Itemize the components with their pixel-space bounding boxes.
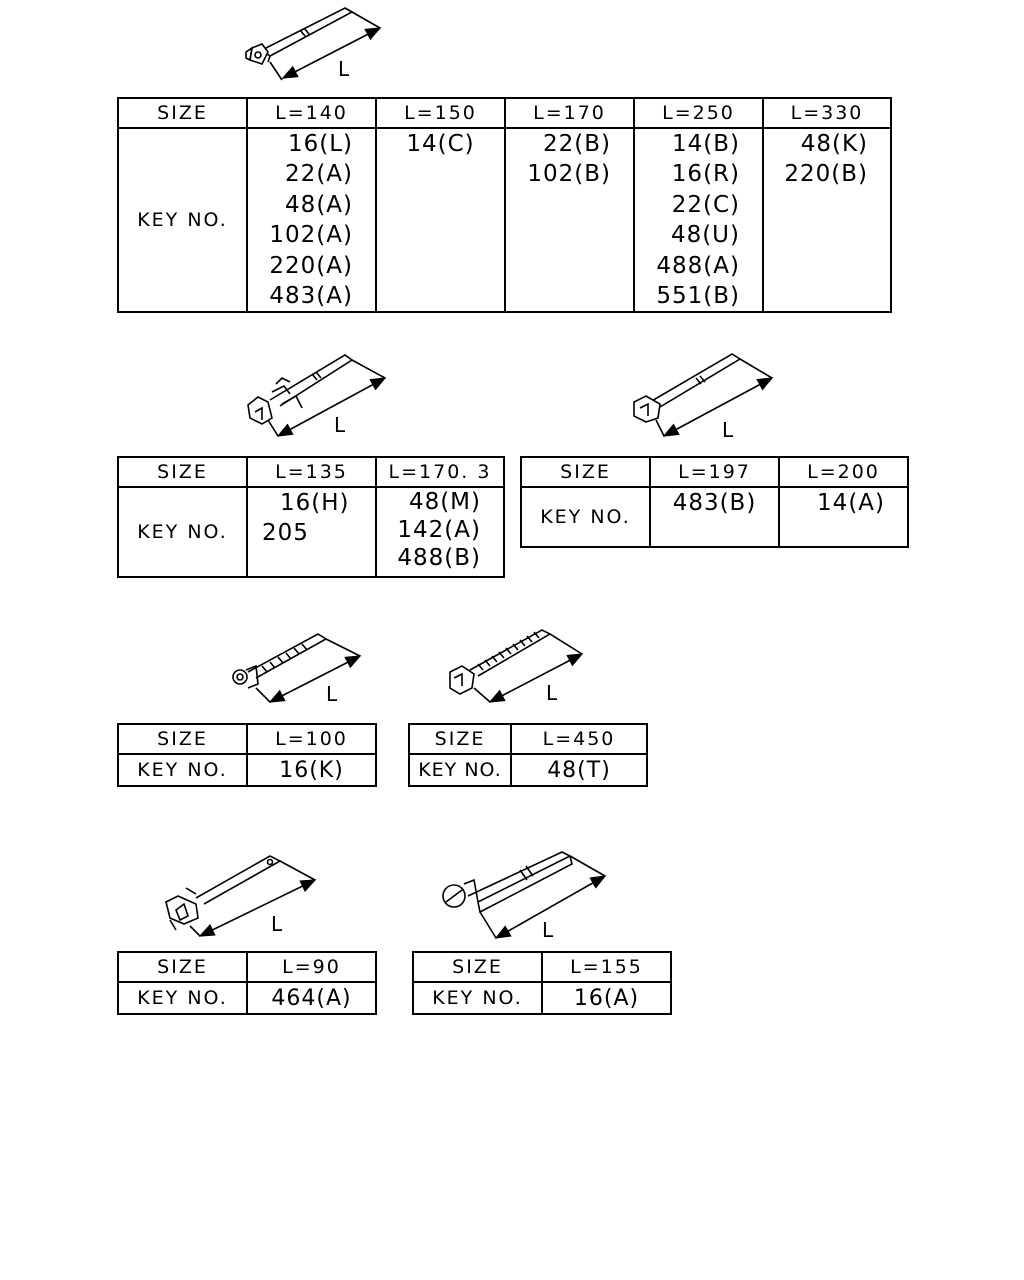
key-no-value: 205 bbox=[262, 520, 309, 547]
key-no-label: KEY NO. bbox=[409, 754, 511, 786]
size-value: L=140 bbox=[247, 98, 376, 128]
key-no-label: KEY NO. bbox=[413, 982, 542, 1014]
dimension-label: L bbox=[334, 413, 346, 437]
size-table-4 bbox=[117, 723, 377, 787]
cable-tie-figure-2 bbox=[248, 355, 385, 437]
key-no-label: KEY NO. bbox=[521, 487, 650, 547]
key-no-value: 16(A) bbox=[542, 982, 671, 1014]
size-header: SIZE bbox=[118, 952, 247, 982]
key-no-value: 48(T) bbox=[511, 754, 647, 786]
key-no-cell bbox=[505, 128, 634, 312]
key-no-value: 48(U) bbox=[670, 222, 740, 249]
table-row bbox=[118, 487, 504, 577]
size-header: SIZE bbox=[409, 724, 511, 754]
size-table-2 bbox=[117, 456, 505, 578]
dimension-label: L bbox=[326, 682, 338, 706]
dimension-label: L bbox=[271, 912, 283, 936]
key-no-value: 48(M) bbox=[408, 489, 481, 515]
key-no-cell bbox=[779, 487, 908, 547]
size-header: SIZE bbox=[413, 952, 542, 982]
table-header-row bbox=[521, 457, 908, 487]
key-no-value: 488(A) bbox=[656, 252, 740, 279]
size-header: SIZE bbox=[118, 98, 247, 128]
key-no-cell bbox=[763, 128, 891, 312]
size-value: L=150 bbox=[376, 98, 505, 128]
key-no-value: 102(A) bbox=[269, 222, 353, 249]
key-no-value: 142(A) bbox=[397, 517, 481, 543]
table-header-row bbox=[409, 724, 647, 754]
size-table-1 bbox=[117, 97, 892, 313]
size-table-3 bbox=[520, 456, 909, 548]
cable-tie-figure-5 bbox=[450, 630, 582, 705]
size-header: SIZE bbox=[118, 724, 247, 754]
dimension-label: L bbox=[546, 681, 558, 705]
table-row bbox=[118, 982, 376, 1014]
key-no-cell bbox=[376, 128, 505, 312]
key-no-value: 14(B) bbox=[672, 131, 740, 157]
size-value: L=250 bbox=[634, 98, 763, 128]
key-no-cell bbox=[247, 128, 376, 312]
dimension-label: L bbox=[722, 418, 734, 442]
key-no-label: KEY NO. bbox=[118, 754, 247, 786]
key-no-value: 16(R) bbox=[671, 161, 740, 188]
key-no-value: 48(K) bbox=[800, 131, 868, 157]
key-no-value: 14(C) bbox=[406, 131, 475, 157]
table-row bbox=[118, 754, 376, 786]
cable-tie-figure-7 bbox=[443, 852, 605, 942]
key-no-value: 551(B) bbox=[656, 282, 740, 309]
key-no-value: 22(C) bbox=[671, 191, 740, 218]
table-row bbox=[413, 982, 671, 1014]
size-value: L=197 bbox=[650, 457, 779, 487]
cable-tie-figure-6 bbox=[166, 856, 315, 936]
cable-tie-figure-3 bbox=[634, 354, 772, 442]
key-no-value: 220(A) bbox=[269, 252, 353, 279]
table-row bbox=[521, 487, 908, 547]
key-no-label: KEY NO. bbox=[118, 982, 247, 1014]
key-no-value: 464(A) bbox=[247, 982, 376, 1014]
key-no-value: 488(B) bbox=[397, 545, 481, 571]
key-no-cell bbox=[650, 487, 779, 547]
key-no-value: 22(B) bbox=[543, 131, 611, 157]
key-no-cell bbox=[247, 487, 376, 577]
size-value: L=135 bbox=[247, 457, 376, 487]
key-no-value: 483(B) bbox=[672, 490, 757, 516]
key-no-value: 48(A) bbox=[285, 191, 353, 218]
key-no-value: 220(B) bbox=[784, 161, 868, 188]
size-value: L=170. 3 bbox=[376, 457, 504, 487]
key-no-value: 14(A) bbox=[817, 490, 885, 516]
size-table-6 bbox=[117, 951, 377, 1015]
key-no-label: KEY NO. bbox=[118, 487, 247, 577]
key-no-label: KEY NO. bbox=[118, 128, 247, 312]
key-no-cell bbox=[376, 487, 504, 577]
key-no-value: 22(A) bbox=[285, 161, 353, 188]
table-header-row bbox=[118, 457, 504, 487]
cable-tie-figure-4 bbox=[233, 634, 360, 706]
size-value: L=100 bbox=[247, 724, 376, 754]
key-no-value: 483(A) bbox=[269, 282, 353, 309]
key-no-value: 16(K) bbox=[247, 754, 376, 786]
table-row bbox=[118, 128, 891, 312]
key-no-value: 16(L) bbox=[287, 131, 353, 157]
table-header-row bbox=[118, 724, 376, 754]
dimension-label: L bbox=[338, 57, 350, 81]
table-header-row bbox=[413, 952, 671, 982]
dimension-label: L bbox=[542, 918, 554, 942]
key-no-cell bbox=[634, 128, 763, 312]
size-value: L=155 bbox=[542, 952, 671, 982]
table-header-row bbox=[118, 952, 376, 982]
size-value: L=330 bbox=[763, 98, 891, 128]
key-no-value: 16(H) bbox=[280, 490, 350, 516]
size-header: SIZE bbox=[118, 457, 247, 487]
key-no-value: 102(B) bbox=[527, 161, 611, 188]
size-value: L=200 bbox=[779, 457, 908, 487]
table-header-row bbox=[118, 98, 891, 128]
size-value: L=450 bbox=[511, 724, 647, 754]
table-row bbox=[409, 754, 647, 786]
size-table-5 bbox=[408, 723, 648, 787]
cable-tie-figure-1 bbox=[246, 8, 380, 81]
size-value: L=90 bbox=[247, 952, 376, 982]
size-header: SIZE bbox=[521, 457, 650, 487]
size-table-7 bbox=[412, 951, 672, 1015]
size-value: L=170 bbox=[505, 98, 634, 128]
